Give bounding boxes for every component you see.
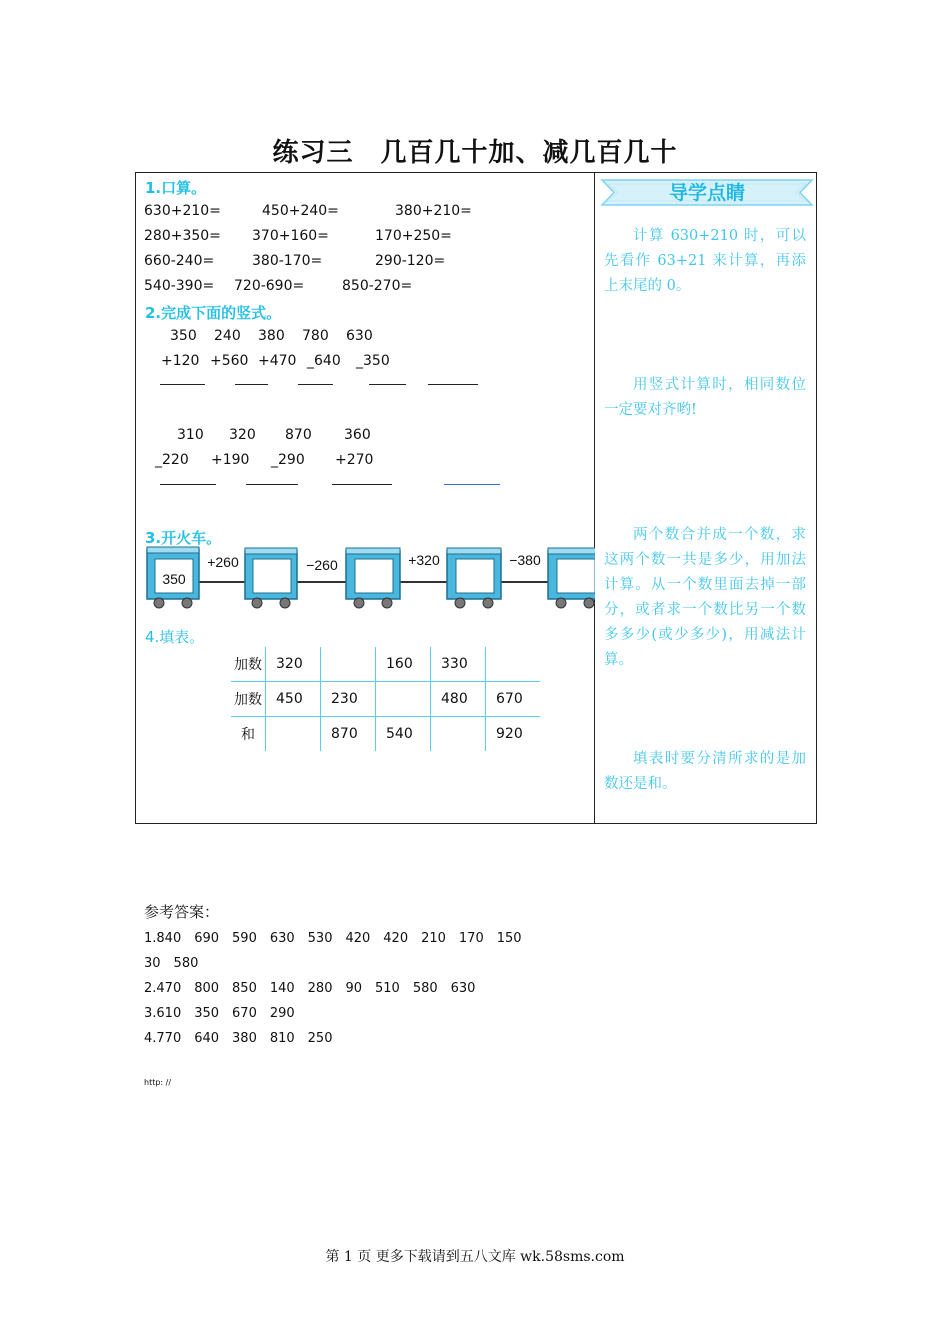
answer-line-text: 2.470 800 850 140 280 90 510 580 630 [144, 981, 476, 996]
train-op: +260 [207, 554, 239, 570]
table-cell[interactable] [266, 717, 321, 752]
train-diagram [145, 545, 595, 609]
guide-tip-3: 两个数合并成一个数，求这两个数一共是多少，用加法计算。从一个数里面去掉一部分，或者求一个数比另一个数多多少(或少多少)，用减法计算。 [604, 527, 806, 668]
vertical-operand: _350 [356, 353, 390, 369]
train-op: +320 [408, 552, 440, 568]
table-cell: 480 [431, 682, 486, 717]
answer-line-text: 3.610 350 670 290 [144, 1006, 295, 1021]
train-op: −380 [509, 552, 541, 568]
guide-tip-2: 用竖式计算时，相同数位一定要对齐哟! [604, 377, 806, 418]
answer-line [298, 384, 333, 385]
table-row [231, 682, 540, 717]
guide-banner-title: 导学点睛 [668, 182, 746, 204]
guide-tip-4: 填表时要分清所求的是加数还是和。 [604, 751, 806, 792]
vertical-operand: _640 [307, 353, 341, 369]
oral-item: 450+240= [262, 203, 339, 219]
fill-table [231, 647, 540, 751]
oral-item: 280+350= [144, 228, 221, 244]
vertical-operand: +190 [211, 452, 250, 468]
vertical-top: 630 [346, 328, 373, 344]
guide-tip-1: 计算 630+210 时，可以先看作 63+21 来计算，再添上末尾的 0。 [604, 228, 806, 294]
vertical-top: 380 [258, 328, 285, 344]
oral-item: 380-170= [252, 253, 323, 269]
answer-line [160, 484, 216, 485]
oral-item: 170+250= [375, 228, 452, 244]
vertical-top: 780 [302, 328, 329, 344]
table-cell[interactable] [486, 647, 541, 682]
table-row [231, 717, 540, 752]
oral-item: 850-270= [342, 278, 413, 294]
table-row-label: 加数 [231, 682, 266, 717]
answer-line [160, 384, 205, 385]
source-url[interactable]: http: // [144, 1078, 172, 1087]
table-cell: 450 [266, 682, 321, 717]
answer-line-text: 4.770 640 380 810 250 [144, 1031, 333, 1046]
section-4-heading: 4.填表。 [145, 628, 205, 646]
answer-line [235, 384, 268, 385]
page-footer: 第 1 页 更多下载请到五八文库 wk.58sms.com [325, 1249, 625, 1265]
table-cell[interactable] [376, 682, 431, 717]
oral-item: 540-390= [144, 278, 215, 294]
answer-line [332, 484, 392, 485]
answer-line-text: 30 580 [144, 956, 199, 971]
vertical-top: 870 [285, 427, 312, 443]
section-1-heading: 1.口算。 [145, 179, 207, 197]
table-cell: 540 [376, 717, 431, 752]
answer-line [428, 384, 478, 385]
vertical-operand: +560 [210, 353, 249, 369]
train-op: −260 [306, 557, 338, 573]
train-car-2 [245, 548, 297, 608]
vertical-operand: +120 [161, 353, 200, 369]
table-row-label: 和 [241, 727, 255, 743]
page-title: 练习三 几百几十加、减几百几十 [272, 138, 678, 168]
train-start-value: 350 [162, 571, 186, 587]
train-car-3 [346, 548, 400, 608]
vertical-top: 350 [170, 328, 197, 344]
oral-item: 370+160= [252, 228, 329, 244]
table-cell: 160 [376, 647, 431, 682]
answer-line-text: 1.840 690 590 630 530 420 420 210 170 150 [144, 931, 522, 946]
table-cell: 320 [266, 647, 321, 682]
table-cell: 920 [486, 717, 541, 752]
vertical-top: 310 [177, 427, 204, 443]
table-cell[interactable] [321, 647, 376, 682]
answer-line [246, 484, 298, 485]
table-cell: 670 [486, 682, 541, 717]
vertical-operand: +270 [335, 452, 374, 468]
vertical-top: 240 [214, 328, 241, 344]
table-row [231, 647, 540, 682]
answers-heading: 参考答案： [144, 903, 220, 921]
vertical-operand: _290 [271, 452, 305, 468]
answer-line [444, 484, 500, 485]
guide-banner [600, 176, 814, 209]
table-cell: 330 [431, 647, 486, 682]
oral-item: 290-120= [375, 253, 446, 269]
table-cell: 230 [321, 682, 376, 717]
vertical-operand: _220 [155, 452, 189, 468]
train-car-4 [447, 548, 501, 608]
train-car-5 [548, 548, 595, 608]
table-row-label: 加数 [231, 647, 266, 682]
oral-item: 720-690= [234, 278, 305, 294]
oral-item: 380+210= [395, 203, 472, 219]
table-cell: 870 [321, 717, 376, 752]
oral-item: 660-240= [144, 253, 215, 269]
answer-line [369, 384, 406, 385]
vertical-top: 360 [344, 427, 371, 443]
vertical-top: 320 [229, 427, 256, 443]
table-cell[interactable] [431, 717, 486, 752]
vertical-operand: +470 [258, 353, 297, 369]
section-3-heading: 3.开火车。 [145, 529, 222, 547]
section-2-heading: 2.完成下面的竖式。 [145, 304, 282, 322]
oral-item: 630+210= [144, 203, 221, 219]
